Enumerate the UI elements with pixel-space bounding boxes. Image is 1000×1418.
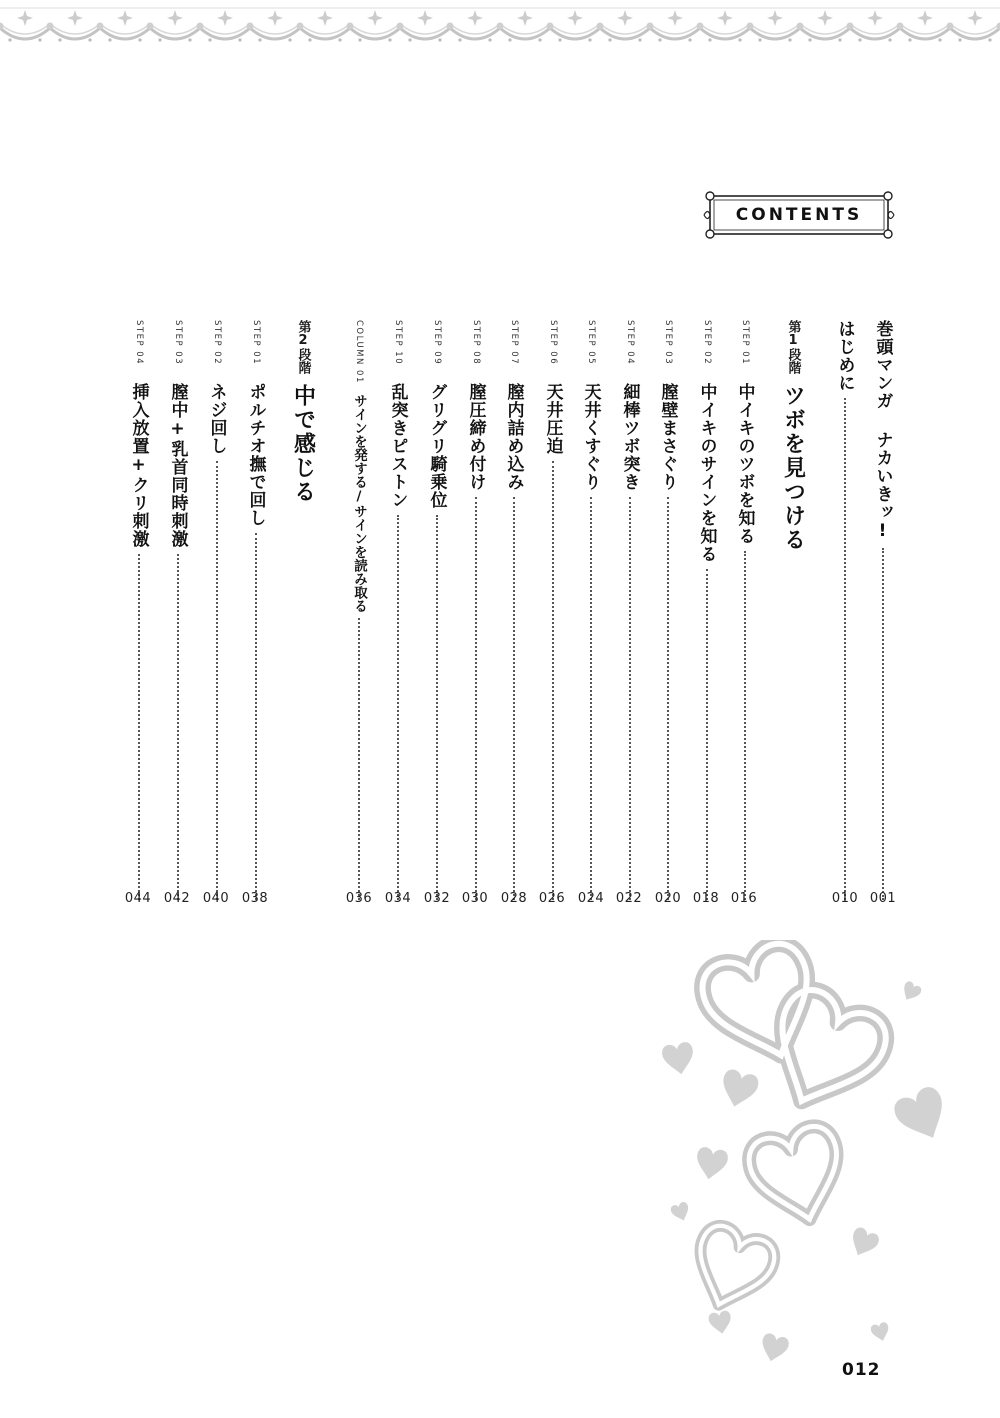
dotted-leader bbox=[667, 497, 669, 900]
entry-page: 022 bbox=[615, 891, 643, 906]
step-label: STEP 05 bbox=[586, 320, 596, 366]
page-number: 012 bbox=[842, 1360, 881, 1380]
entry-page: 001 bbox=[869, 891, 897, 906]
toc-entry[interactable] bbox=[617, 320, 643, 906]
entry-page: 030 bbox=[461, 891, 489, 906]
dotted-leader bbox=[706, 569, 708, 900]
toc-entry[interactable] bbox=[243, 320, 269, 906]
toc-entry[interactable] bbox=[655, 320, 681, 906]
entry-title: 中イキのツボを知る bbox=[734, 383, 755, 546]
entry-page: 044 bbox=[124, 891, 152, 906]
entry-page: 016 bbox=[730, 891, 758, 906]
dotted-leader bbox=[590, 497, 592, 900]
dotted-leader bbox=[177, 554, 179, 900]
entry-title: 膣圧締め付け bbox=[465, 383, 486, 492]
dotted-leader bbox=[216, 461, 218, 900]
entry-page: 040 bbox=[202, 891, 230, 906]
toc-entry[interactable] bbox=[165, 320, 191, 906]
dotted-leader bbox=[513, 497, 515, 900]
dotted-leader bbox=[475, 497, 477, 900]
entry-page: 024 bbox=[577, 891, 605, 906]
dotted-leader bbox=[744, 551, 746, 900]
entry-title: 細棒ツボ突き bbox=[619, 383, 640, 492]
entry-title: グリグリ騎乗位 bbox=[426, 383, 447, 510]
contents-title: CONTENTS bbox=[735, 205, 863, 225]
section-title: ツボを見つける bbox=[780, 384, 806, 552]
toc-entry[interactable] bbox=[694, 320, 720, 906]
entry-title: 中イキのサインを知る bbox=[696, 383, 717, 564]
toc-entry[interactable] bbox=[424, 320, 450, 906]
toc-entry[interactable] bbox=[346, 320, 372, 906]
toc-entry[interactable] bbox=[126, 320, 152, 906]
entry-title: 乱突きピストン bbox=[387, 383, 408, 510]
entry-page: 020 bbox=[654, 891, 682, 906]
entry-page: 026 bbox=[538, 891, 566, 906]
step-label: STEP 06 bbox=[548, 320, 558, 366]
entry-title: 天井圧迫 bbox=[542, 383, 563, 456]
dotted-leader bbox=[552, 461, 554, 900]
entry-title: ポルチオ撫で回し bbox=[245, 383, 266, 528]
dotted-leader bbox=[397, 515, 399, 900]
toc-entry[interactable] bbox=[870, 320, 896, 906]
entry-page: 042 bbox=[163, 891, 191, 906]
entry-page: 028 bbox=[500, 891, 528, 906]
section-label: 第1段階 bbox=[785, 320, 801, 374]
toc-entry[interactable] bbox=[540, 320, 566, 906]
step-label: STEP 01 bbox=[251, 320, 261, 366]
entry-page: 038 bbox=[241, 891, 269, 906]
toc-entry[interactable] bbox=[732, 320, 758, 906]
entry-title: 膣壁まさぐり bbox=[657, 383, 678, 492]
dotted-leader bbox=[844, 398, 846, 900]
toc-entry[interactable] bbox=[463, 320, 489, 906]
step-label: STEP 02 bbox=[702, 320, 712, 366]
dotted-leader bbox=[629, 497, 631, 900]
dotted-leader bbox=[882, 548, 884, 900]
toc-entry[interactable] bbox=[832, 320, 858, 906]
entry-title: 膣中+乳首同時刺激 bbox=[167, 383, 188, 549]
section-title: 中で感じる bbox=[290, 384, 316, 504]
step-label: STEP 09 bbox=[432, 320, 442, 366]
entry-title: 挿入放置+クリ刺激 bbox=[128, 383, 149, 549]
entry-page: 032 bbox=[423, 891, 451, 906]
dotted-leader bbox=[138, 554, 140, 900]
toc-entry[interactable] bbox=[501, 320, 527, 906]
step-label: STEP 02 bbox=[212, 320, 222, 366]
section-label: 第2段階 bbox=[295, 320, 311, 374]
step-label: STEP 04 bbox=[625, 320, 635, 366]
dotted-leader bbox=[255, 533, 257, 900]
entry-title: 膣内詰め込み bbox=[503, 383, 524, 492]
entry-title: はじめに bbox=[834, 320, 855, 392]
column-label: COLUMN 01 bbox=[354, 320, 364, 384]
step-label: STEP 04 bbox=[134, 320, 144, 366]
step-label: STEP 01 bbox=[740, 320, 750, 366]
entry-page: 018 bbox=[692, 891, 720, 906]
section-heading bbox=[778, 320, 808, 906]
toc-entry[interactable] bbox=[385, 320, 411, 906]
step-label: STEP 10 bbox=[393, 320, 403, 366]
toc-entry[interactable] bbox=[578, 320, 604, 906]
step-label: STEP 03 bbox=[173, 320, 183, 366]
step-label: STEP 07 bbox=[509, 320, 519, 366]
dotted-leader bbox=[436, 515, 438, 900]
entry-page: 034 bbox=[384, 891, 412, 906]
toc-entry[interactable] bbox=[204, 320, 230, 906]
entry-title: 天井くすぐり bbox=[580, 383, 601, 492]
entry-page: 010 bbox=[831, 891, 859, 906]
entry-title: 巻頭マンガ ナカいきッ! bbox=[872, 320, 893, 542]
step-label: STEP 03 bbox=[663, 320, 673, 366]
section-heading bbox=[288, 320, 318, 906]
hearts-decoration bbox=[640, 940, 1000, 1380]
dotted-leader bbox=[358, 618, 360, 900]
entry-title: ネジ回し bbox=[206, 383, 227, 456]
step-label: STEP 08 bbox=[471, 320, 481, 366]
entry-page: 036 bbox=[345, 891, 373, 906]
entry-title: サインを発する/サインを読み取る bbox=[351, 393, 367, 613]
